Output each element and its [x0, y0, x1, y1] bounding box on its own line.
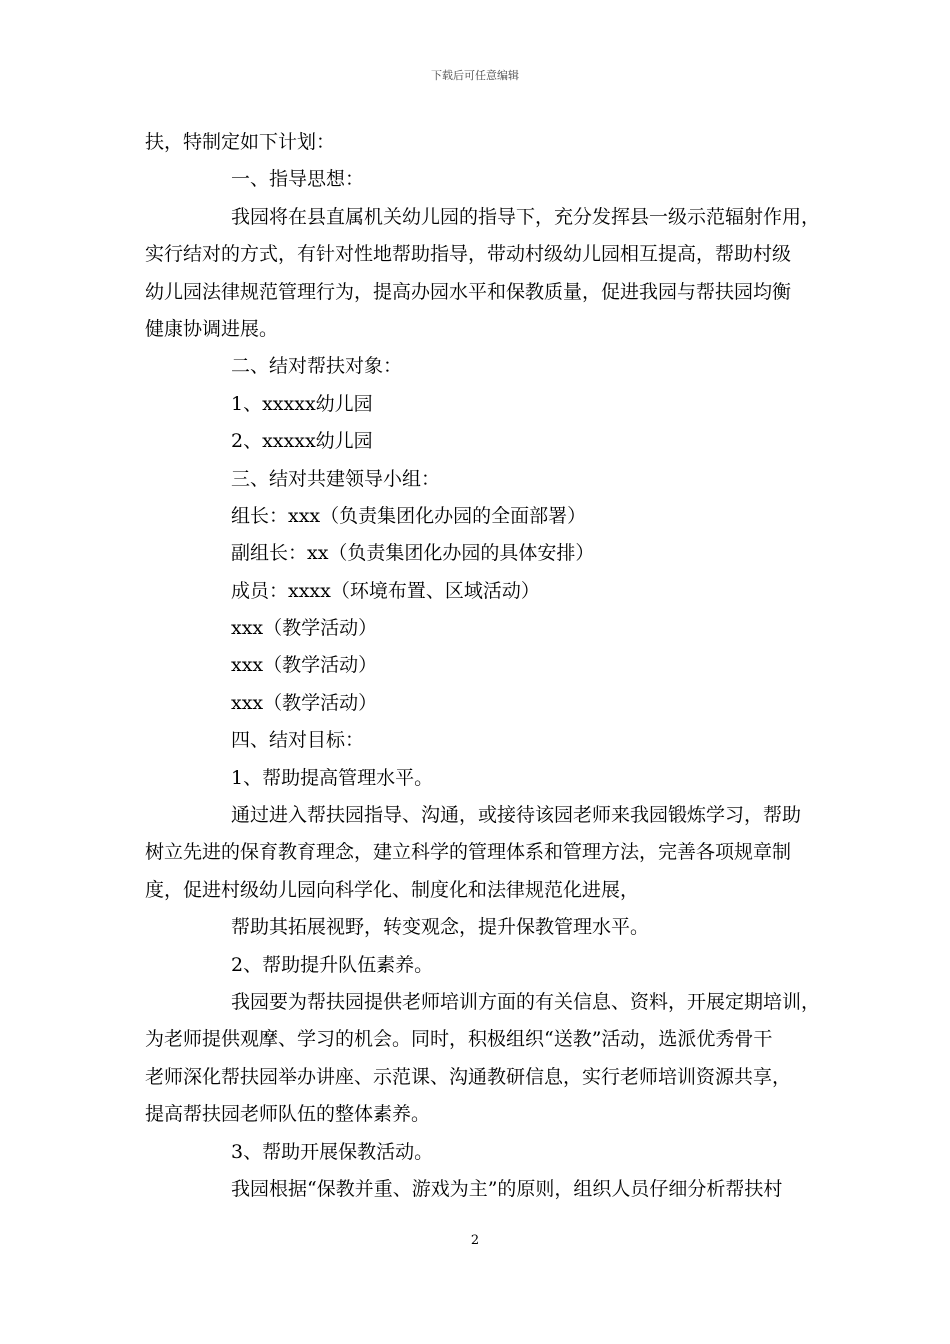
- text-line: 二、结对帮扶对象：: [231, 355, 403, 378]
- text-line: 一、指导思想：: [231, 168, 365, 191]
- text-line: 提高帮扶园老师队伍的整体素养。: [145, 1103, 431, 1126]
- text-line: 健康协调进展。: [145, 317, 279, 340]
- text-line: 为老师提供观摩、学习的机会。同时，积极组织“送教”活动，选派优秀骨干: [145, 1028, 773, 1051]
- text-line: 组长：xxx（负责集团化办园的全面部署）: [231, 504, 587, 527]
- text-line: 帮助其拓展视野，转变观念，提升保教管理水平。: [231, 916, 650, 939]
- text-line: 2、xxxxx幼儿园: [231, 430, 373, 453]
- text-line: xxx（教学活动）: [231, 654, 378, 677]
- text-line: 我园根据“保教并重、游戏为主”的原则，组织人员仔细分析帮扶村: [231, 1177, 783, 1200]
- text-line: 副组长：xx（负责集团化办园的具体安排）: [231, 542, 595, 565]
- text-line: 实行结对的方式，有针对性地帮助指导，带动村级幼儿园相互提高，帮助村级: [145, 243, 792, 266]
- text-line: 扶，特制定如下计划：: [145, 131, 336, 153]
- text-line: 1、xxxxx幼儿园: [231, 392, 373, 415]
- text-line: 老师深化帮扶园举办讲座、示范课、沟通教研信息，实行老师培训资源共享，: [145, 1065, 792, 1088]
- page-header-note: 下载后可任意编辑: [431, 69, 519, 82]
- text-line: 树立先进的保育教育理念，建立科学的管理体系和管理方法，完善各项规章制: [145, 841, 792, 864]
- text-line: 幼儿园法律规范管理行为，提高办园水平和保教质量，促进我园与帮扶园均衡: [145, 280, 792, 303]
- text-line: 我园将在县直属机关幼儿园的指导下，充分发挥县一级示范辐射作用，: [231, 205, 821, 228]
- text-line: 四、结对目标：: [231, 729, 365, 752]
- text-line: xxx（教学活动）: [231, 617, 378, 640]
- page-number: 2: [470, 1233, 480, 1248]
- text-line: 成员：xxxx（环境布置、区域活动）: [231, 579, 540, 602]
- text-line: 2、帮助提升队伍素养。: [231, 953, 434, 976]
- text-line: 我园要为帮扶园提供老师培训方面的有关信息、资料，开展定期培训，: [231, 990, 821, 1013]
- text-line: 三、结对共建领导小组：: [231, 467, 441, 490]
- text-line: 1、帮助提高管理水平。: [231, 766, 434, 789]
- text-line: 3、帮助开展保教活动。: [231, 1140, 434, 1163]
- text-line: 通过进入帮扶园指导、沟通，或接待该园老师来我园锻炼学习，帮助: [231, 804, 802, 827]
- text-line: 度，促进村级幼儿园向科学化、制度化和法律规范化进展，: [145, 878, 640, 901]
- text-line: xxx（教学活动）: [231, 691, 378, 714]
- document-body: [145, 124, 821, 1208]
